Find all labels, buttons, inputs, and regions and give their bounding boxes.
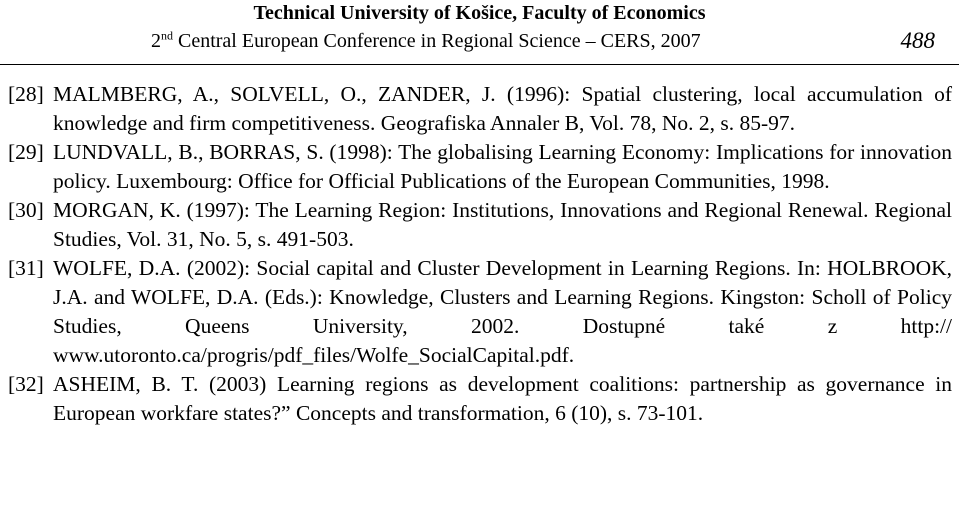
reference-item bbox=[8, 138, 952, 196]
conference-name: Central European Conference in Regional Science – CERS, 2007 bbox=[178, 30, 701, 52]
reference-number: [28] bbox=[8, 82, 44, 106]
header-divider bbox=[0, 64, 959, 65]
reference-text: MORGAN, K. (1997): The Learning Region: Institutions, Innovations and Regional Renewal. Regional Studies, Vol. 31, No. 5, s. 491-503. bbox=[53, 198, 952, 251]
reference-number: [31] bbox=[8, 256, 44, 280]
reference-number: [29] bbox=[8, 140, 44, 164]
reference-list bbox=[8, 80, 952, 428]
reference-item bbox=[8, 80, 952, 138]
reference-text: MALMBERG, A., SOLVELL, O., ZANDER, J. (1996): Spatial clustering, local accumulation of knowledge and firm competitiveness. Geografiska Annaler B, Vol. 78, No. 2, s. 85-97. bbox=[53, 82, 952, 135]
conference-ordinal-number: 2 bbox=[151, 30, 161, 52]
conference-ordinal-suffix: nd bbox=[161, 28, 173, 43]
reference-text: LUNDVALL, B., BORRAS, S. (1998): The globalising Learning Economy: Implications for innovation policy. Luxembourg: Office for Official Publications of the European Communities, 1998. bbox=[53, 140, 952, 193]
conference-title bbox=[151, 29, 701, 53]
reference-number: [30] bbox=[8, 198, 44, 222]
institution-title: Technical University of Košice, Faculty of Economics bbox=[253, 2, 706, 24]
reference-text: WOLFE, D.A. (2002): Social capital and Cluster Development in Learning Regions. In: HOLBROOK, J.A. and WOLFE, D.A. (Eds.): Knowledge, Clusters and Learning Regions. Kingston: Scholl of Policy Studies, Queens University, 2002. Dostupné také z http:// www.utoronto.ca/progris/pdf_files/Wolfe_SocialCapital.pdf. bbox=[53, 256, 952, 367]
page-number: 488 bbox=[900, 28, 935, 53]
reference-text: ASHEIM, B. T. (2003) Learning regions as development coalitions: partnership as governance in European workfare states?” Concepts and transformation, 6 (10), s. 73-101. bbox=[53, 372, 952, 425]
reference-item bbox=[8, 254, 952, 370]
reference-item bbox=[8, 370, 952, 428]
page-header bbox=[0, 0, 959, 68]
reference-item bbox=[8, 196, 952, 254]
reference-number: [32] bbox=[8, 372, 44, 396]
